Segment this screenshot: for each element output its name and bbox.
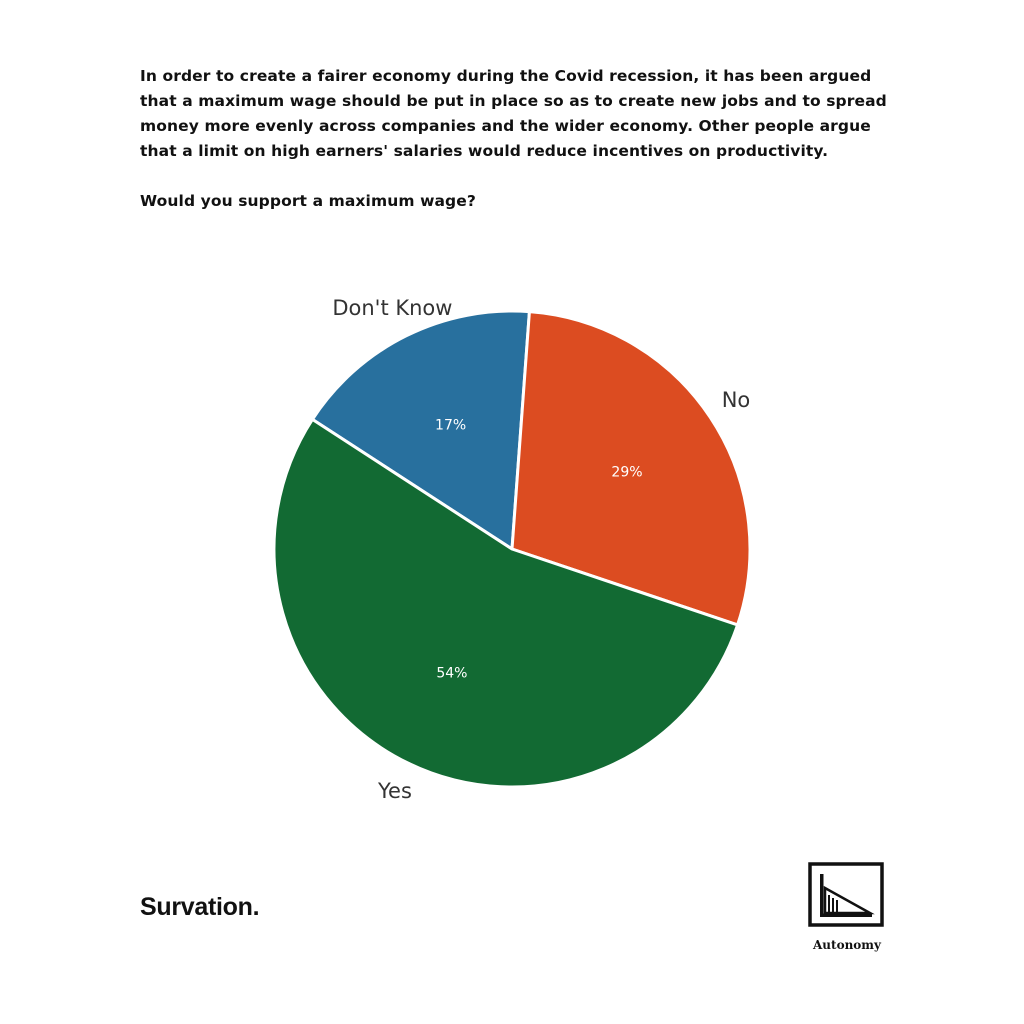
category-label-no: No	[721, 388, 751, 413]
value-label-yes: 54%	[436, 665, 468, 682]
value-label-don-t-know: 17%	[435, 417, 467, 434]
autonomy-wordmark: Autonomy	[813, 938, 881, 952]
survation-logo: Survation.	[140, 893, 260, 921]
autonomy-logo-icon	[808, 862, 884, 927]
category-label-yes: Yes	[377, 779, 412, 804]
value-label-no: 29%	[611, 464, 643, 481]
category-label-don-t-know: Don't Know	[332, 296, 453, 321]
pie-slices	[274, 311, 750, 787]
intro-paragraph: In order to create a fairer economy during the Covid recession, it has been argued that a maximum wage should be put in place so as to create new jobs and to spread money more evenly across companies and the wider economy. Other people argue that a limit on high earners' salaries would reduce incentives on productivity.	[140, 67, 887, 160]
autonomy-logo	[808, 862, 886, 962]
survey-question: Would you support a maximum wage?	[140, 192, 476, 210]
